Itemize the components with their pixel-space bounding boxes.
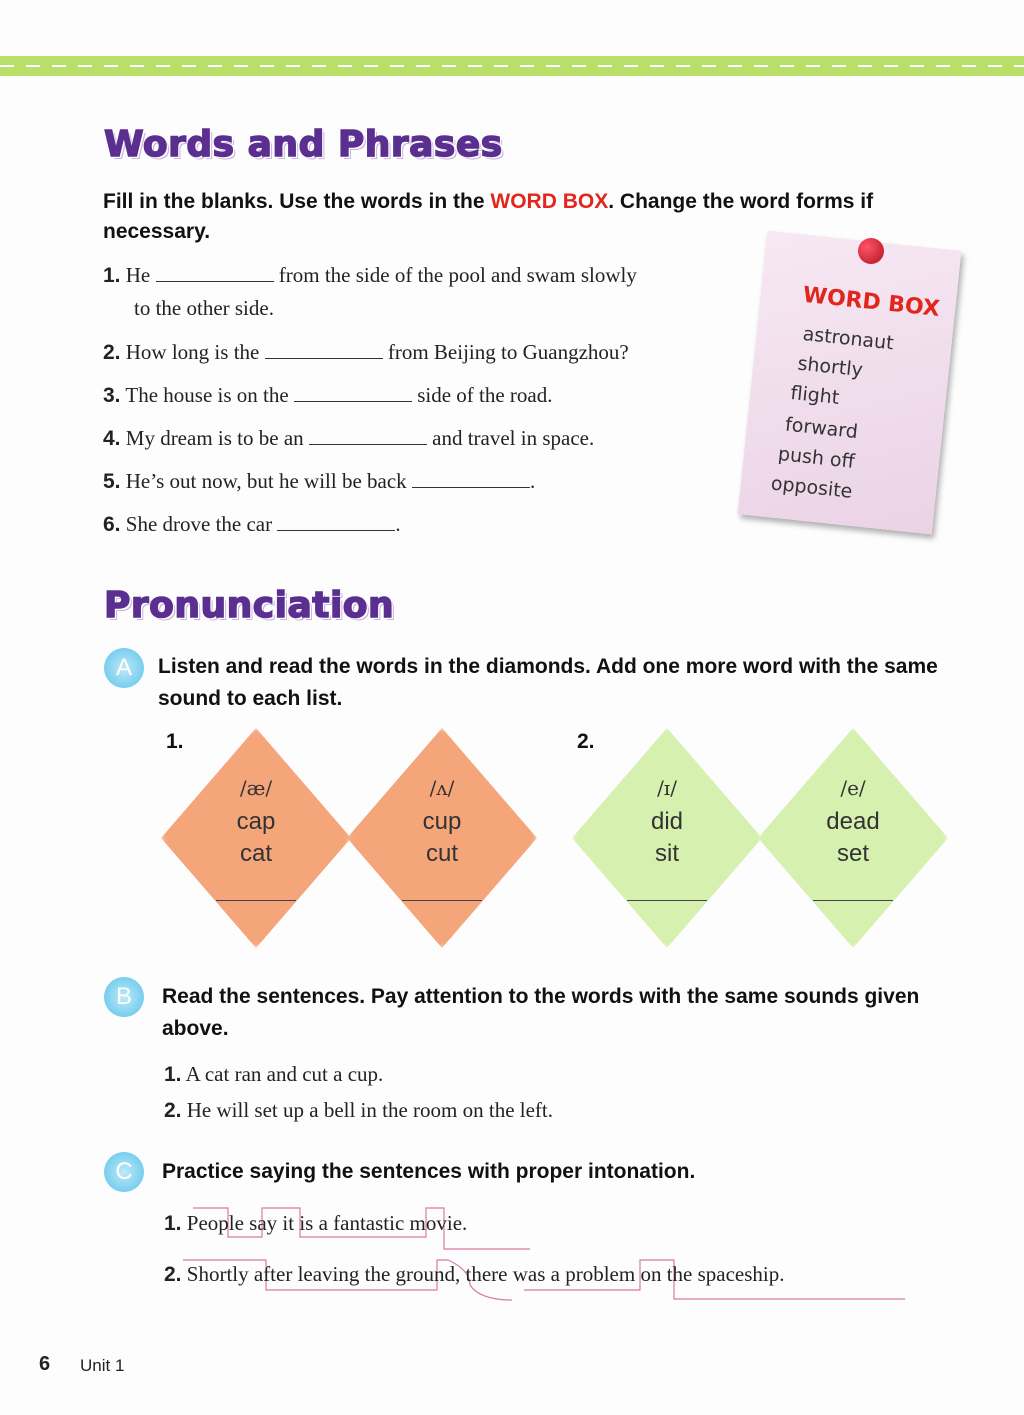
instruction-b: Read the sentences. Pay attention to the words with the same sounds given above. (162, 985, 920, 1040)
item-text: My dream is to be an (125, 426, 304, 450)
sentence-item (164, 1208, 467, 1239)
unit-label: Unit 1 (80, 1356, 125, 1375)
item-text: side of the road. (417, 383, 553, 407)
instruction-a: Listen and read the words in the diamonds. Add one more word with the same sound to each list. (158, 655, 938, 710)
word-box-word: push off (776, 442, 856, 473)
item-text: The house is on the (125, 383, 289, 407)
phonetic-symbol: /e/ (840, 776, 866, 800)
group-number: 1. (166, 730, 184, 753)
section-heading-pronunciation: Pronunciation (104, 585, 395, 626)
item-number: 6. (103, 513, 121, 536)
diamond-word: cut (425, 840, 458, 867)
item-number: 2. (164, 1263, 182, 1286)
group-number: 2. (577, 730, 595, 753)
badge-a-icon: A (104, 648, 144, 688)
diamond-word: sit (655, 840, 679, 867)
diamond-word: cat (239, 840, 272, 867)
diamond-word: set (836, 840, 869, 867)
sentence-text: People say it is a fantastic movie. (186, 1211, 468, 1235)
word-box-highlight: WORD BOX (490, 190, 609, 213)
word-box-word: astronaut (801, 322, 895, 355)
sentence-item (164, 1259, 785, 1290)
section-heading-words-phrases: Words and Phrases (104, 124, 503, 165)
item-number: 5. (103, 470, 121, 493)
sentence-text: A cat ran and cut a cup. (185, 1062, 384, 1086)
item-number: 1. (103, 264, 121, 287)
instruction-c: Practice saying the sentences with proper intonation. (162, 1160, 696, 1183)
sentence-text: Shortly after leaving the ground, there was a problem on the spaceship. (186, 1262, 785, 1286)
item-text: . (529, 469, 536, 493)
phonetic-symbol: /ʌ/ (429, 776, 455, 800)
instruction-text: . Change the word forms if necessary. (103, 190, 874, 243)
word-box-word: opposite (769, 472, 854, 503)
item-number: 4. (103, 427, 121, 450)
item-number: 2. (103, 341, 121, 364)
badge-c-icon: C (104, 1152, 144, 1192)
instruction-text: Fill in the blanks. Use the words in the (103, 190, 491, 213)
item-number: 1. (164, 1212, 182, 1235)
word-box-word: flight (789, 381, 841, 409)
phonetic-symbol: /ɪ/ (657, 776, 677, 800)
item-number: 1. (164, 1063, 182, 1086)
phonetic-symbol: /æ/ (239, 776, 273, 800)
word-box-word: shortly (796, 352, 864, 382)
item-continuation: to the other side. (134, 296, 274, 320)
diamond-word: cup (422, 808, 462, 835)
item-text: . (395, 512, 401, 536)
item-text: from the side of the pool and swam slowly (278, 263, 637, 287)
word-box-title: WORD BOX (801, 282, 941, 322)
sentence-text: He will set up a bell in the room on the left. (186, 1098, 554, 1122)
page-number: 6 (39, 1353, 51, 1375)
item-text: from Beijing to Guangzhou? (387, 340, 629, 364)
item-number: 3. (103, 384, 121, 407)
diamond-word: dead (826, 808, 880, 835)
item-text: He’s out now, but he will be back (125, 469, 407, 493)
item-text: How long is the (125, 340, 260, 364)
item-text: She drove the car (125, 512, 273, 536)
badge-b-icon: B (104, 977, 144, 1017)
word-box-word: forward (784, 413, 859, 444)
diamond-word: did (650, 808, 684, 835)
diamond-word: cap (236, 808, 276, 835)
item-text: He (125, 263, 151, 287)
item-number: 2. (164, 1099, 182, 1122)
item-text: and travel in space. (432, 426, 595, 450)
